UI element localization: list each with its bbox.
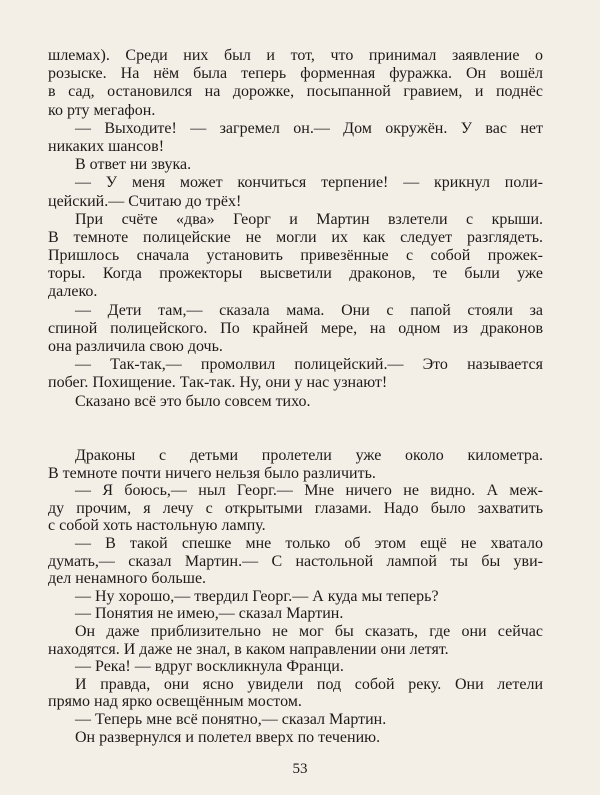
text-line: ко рту мегафон. <box>48 101 156 119</box>
text-line: ду прочим, я лечу с открытыми глазами. Надо было захватить <box>48 499 543 517</box>
text-line: никаких шансов! <box>48 137 165 155</box>
text-line: дел ненамного больше. <box>48 570 207 588</box>
text-line: она различила свою дочь. <box>48 338 223 355</box>
text-line: В темноте полицейские не могли их как следует разглядеть. <box>48 228 543 246</box>
text-line: с собой хоть настольную лампу. <box>48 517 266 535</box>
text-line: шлемах). Среди них был и тот, что принимал заявление о <box>48 47 543 64</box>
text-line: — Я боюсь,— ныл Георг.— Мне ничего не видно. А меж- <box>75 482 543 500</box>
text-line: И правда, они ясно увидели под собой реку. Они летели <box>75 675 543 693</box>
text-line: — Понятия не имею,— сказал Мартин. <box>75 605 344 623</box>
text-line: — Дети там,— сказала мама. Они с папой стояли за <box>75 301 543 319</box>
text-line: — Так-так,— промолвил полицейский.— Это называется <box>75 356 543 374</box>
text-line: — Ну хорошо,— твердил Георг.— А куда мы теперь? <box>75 587 439 605</box>
text-line: находятся. И даже не знал, в каком направлении они летят. <box>48 640 449 658</box>
text-line: торы. Когда прожекторы высветили драконов, те были уже <box>48 265 543 283</box>
text-line: Драконы с детьми пролетели уже около километра. <box>75 447 543 464</box>
text-line: Он даже приблизительно не мог бы сказать, где они сейчас <box>75 622 543 640</box>
text-line: побег. Похищение. Так-так. Ну, они у нас узнают! <box>48 374 388 392</box>
text-line: — В такой спешке мне только об этом ещё не хватало <box>75 534 543 552</box>
text-line: спиной полицейского. По крайней мере, на одном из драконов <box>48 319 543 337</box>
text-line: розыске. На нём была теперь форменная фуражка. Он вошёл <box>48 65 543 83</box>
text-line: прямо над ярко освещённым мостом. <box>48 693 302 711</box>
text-line: далеко. <box>48 283 98 301</box>
text-line: — Теперь мне всё понятно,— сказал Мартин. <box>75 710 387 728</box>
text-line: — Река! — вдруг воскликнула Франци. <box>75 658 344 676</box>
text-line: В ответ ни звука. <box>75 156 192 174</box>
text-line: Он развернулся и полетел вверх по течению. <box>75 728 381 746</box>
text-line: В темноте почти ничего нельзя было различить. <box>48 464 376 482</box>
text-line: думать,— сказал Мартин.— С настольной лампой ты бы уви- <box>48 552 543 570</box>
text-line: Сказано всё это было совсем тихо. <box>75 392 311 410</box>
text-section-2 <box>48 447 543 746</box>
page-number: 53 <box>292 761 308 777</box>
text-section-1 <box>48 47 543 411</box>
text-line: Пришлось сначала установить привезённые с собой прожек- <box>48 247 543 265</box>
text-line: — Выходите! — загремел он.— Дом окружён. У вас нет <box>75 119 543 137</box>
text-line: в сад, остановился на дорожке, посыпанной гравием, и поднёс <box>48 83 543 101</box>
text-line: — У меня может кончиться терпение! — крикнул поли- <box>75 174 543 192</box>
text-line: При счёте «два» Георг и Мартин взлетели с крыши. <box>75 210 543 228</box>
text-line: цейский.— Считаю до трёх! <box>48 192 242 210</box>
